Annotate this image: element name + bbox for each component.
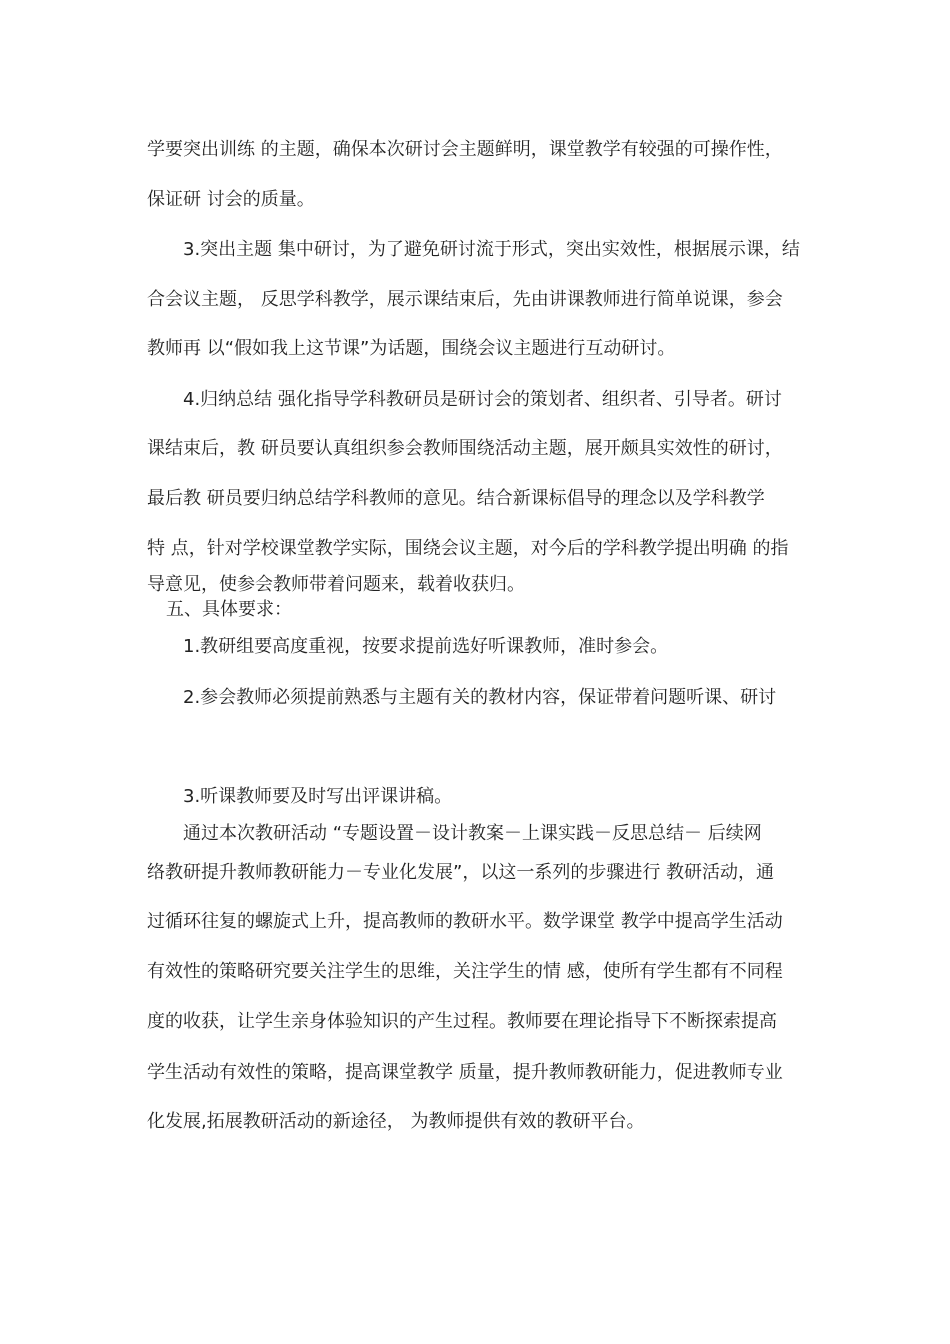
paragraph-line: 教师再 以“假如我上这节课”为话题，围绕会议主题进行互动研讨。 (147, 338, 676, 359)
paragraph-line: 络教研提升教师教研能力－专业化发展”，以这一系列的步骤进行 教研活动，通 (147, 862, 775, 883)
paragraph-line: 通过本次教研活动 “专题设置－设计教案－上课实践－反思总结－ 后续网 (183, 823, 762, 844)
paragraph-line: 4.归纳总结 强化指导学科教研员是研讨会的策划者、组织者、引导者。研讨 (183, 389, 782, 410)
paragraph-line: 3.听课教师要及时写出评课讲稿。 (183, 786, 453, 807)
paragraph-line: 最后教 研员要归纳总结学科教师的意见。结合新课标倡导的理念以及学科教学 (147, 488, 765, 509)
paragraph-line: 3.突出主题 集中研讨，为了避免研讨流于形式，突出实效性，根据展示课，结 (183, 239, 800, 260)
paragraph-line: 2.参会教师必须提前熟悉与主题有关的教材内容，保证带着问题听课、研讨 (183, 687, 777, 708)
paragraph-line: 度的收获，让学生亲身体验知识的产生过程。教师要在理论指导下不断探索提高 (147, 1011, 777, 1032)
paragraph-line: 导意见，使参会教师带着问题来，载着收获归。 (147, 574, 525, 595)
paragraph-line: 1.教研组要高度重视，按要求提前选好听课教师，准时参会。 (183, 636, 669, 657)
section-heading: 五、具体要求： (166, 599, 292, 620)
paragraph-line: 合会议主题， 反思学科教学，展示课结束后，先由讲课教师进行简单说课，参会 (147, 289, 783, 310)
paragraph-line: 特 点，针对学校课堂教学实际，围绕会议主题，对今后的学科教学提出明确 的指 (147, 538, 789, 559)
paragraph-line: 化发展,拓展教研活动的新途径， 为教师提供有效的教研平台。 (147, 1111, 645, 1132)
paragraph-line: 课结束后，教 研员要认真组织参会教师围绕活动主题，展开颇具实效性的研讨， (147, 438, 783, 459)
paragraph-line: 有效性的策略研究要关注学生的思维，关注学生的情 感，使所有学生都有不同程 (147, 961, 783, 982)
paragraph-line: 学要突出训练 的主题，确保本次研讨会主题鲜明，课堂教学有较强的可操作性， (147, 139, 783, 160)
paragraph-line: 保证研 讨会的质量。 (147, 189, 315, 210)
paragraph-line: 学生活动有效性的策略，提高课堂教学 质量，提升教师教研能力，促进教师专业 (147, 1062, 783, 1083)
paragraph-line: 过循环往复的螺旋式上升，提高教师的教研水平。数学课堂 教学中提高学生活动 (147, 911, 783, 932)
